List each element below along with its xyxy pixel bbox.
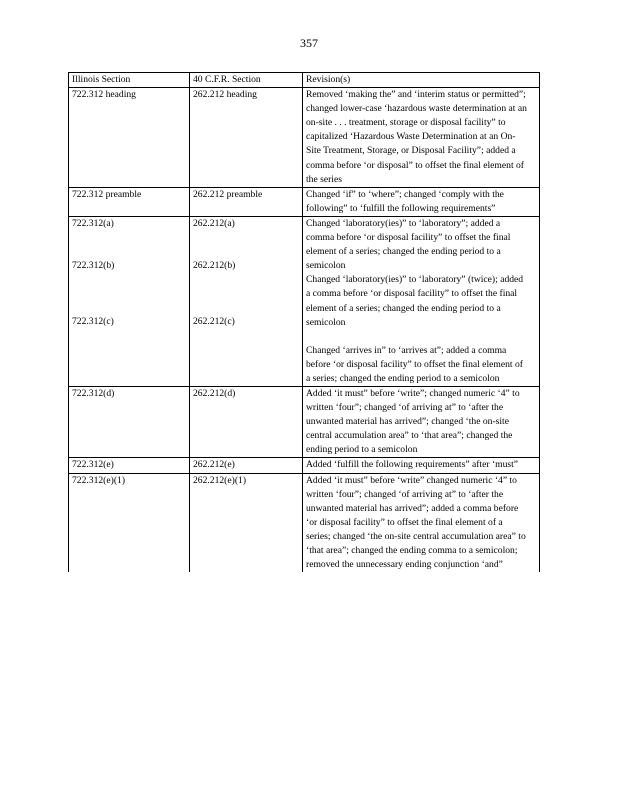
revision-cell: Changed ‘laboratory(ies)” to ‘laboratory”; added a comma before ‘or disposal facility” to offset the final element of a series; changed the ending period to a semicolon Changed ‘laboratory(ies)” to ‘laboratory” (twice); added a comma before ‘or disposal facility” to offset the final element of a series; changed the ending period to a semicolon Changed ‘arrives in” to ‘arrives at”; added a comma before ‘or disposal facility” to offset the final element of a series; changed the ending period to a semicolon — [303, 216, 540, 386]
revision-cell: Changed ‘if” to ‘where”; changed ‘comply with the following” to ‘fulfill the following requirements” — [303, 187, 540, 216]
revision-cell: Added ‘it must” before ‘write”; changed numeric ‘4” to written ‘four”; changed ‘of arriving at” to ‘after the unwanted material has arrived”; changed ‘the on-site central accumulation area” to ‘that area”; changed the ending period to a semicolon — [303, 386, 540, 457]
cfr-section-cell: 262.212(e)(1) — [190, 473, 303, 572]
revision-cell: Removed ‘making the” and ‘interim status or permitted”; changed lower-case ‘hazardous waste determination at an on-site . . . treatment, storage or disposal facility” to capitalized ‘Hazardous Waste Determination at an On-Site Treatment, Storage, or Disposal Facility”; added a comma before ‘or disposal” to offset the final element of the series — [303, 88, 540, 188]
cfr-section-cell: 262.212(a) 262.212(b) 262.212(c) — [190, 216, 303, 386]
table-row — [69, 187, 540, 216]
illinois-section-cell: 722.312(e) — [69, 458, 190, 473]
illinois-section-cell: 722.312(a) 722.312(b) 722.312(c) — [69, 216, 190, 386]
revision-table — [68, 72, 540, 572]
table-row — [69, 386, 540, 457]
illinois-section-cell: 722.312(d) — [69, 386, 190, 457]
page-number: 357 — [300, 36, 318, 50]
cfr-section-cell: 262.212 heading — [190, 88, 303, 188]
header-cfr-section: 40 C.F.R. Section — [190, 73, 303, 88]
illinois-section-cell: 722.312 preamble — [69, 187, 190, 216]
cfr-section-cell: 262.212 preamble — [190, 187, 303, 216]
revision-cell: Added ‘it must” before ‘write” changed numeric ‘4” to written ‘four”; changed ‘of arriving at” to ‘after the unwanted material has arrived”; added a comma before ‘or disposal facility” to offset the final element of a series; changed ‘the on-site central accumulation area” to ‘that area”; changed the ending comma to a semicolon; removed the unnecessary ending conjunction ‘and” — [303, 473, 540, 572]
illinois-section-cell: 722.312 heading — [69, 88, 190, 188]
table-header-row — [69, 73, 540, 88]
table-row — [69, 88, 540, 188]
table-row — [69, 216, 540, 386]
cfr-section-cell: 262.212(e) — [190, 458, 303, 473]
illinois-section-cell: 722.312(e)(1) — [69, 473, 190, 572]
table-row — [69, 473, 540, 572]
table-row — [69, 458, 540, 473]
cfr-section-cell: 262.212(d) — [190, 386, 303, 457]
header-illinois-section: Illinois Section — [69, 73, 190, 88]
revision-cell: Added ‘fulfill the following requirements” after ‘must” — [303, 458, 540, 473]
header-revisions: Revision(s) — [303, 73, 540, 88]
